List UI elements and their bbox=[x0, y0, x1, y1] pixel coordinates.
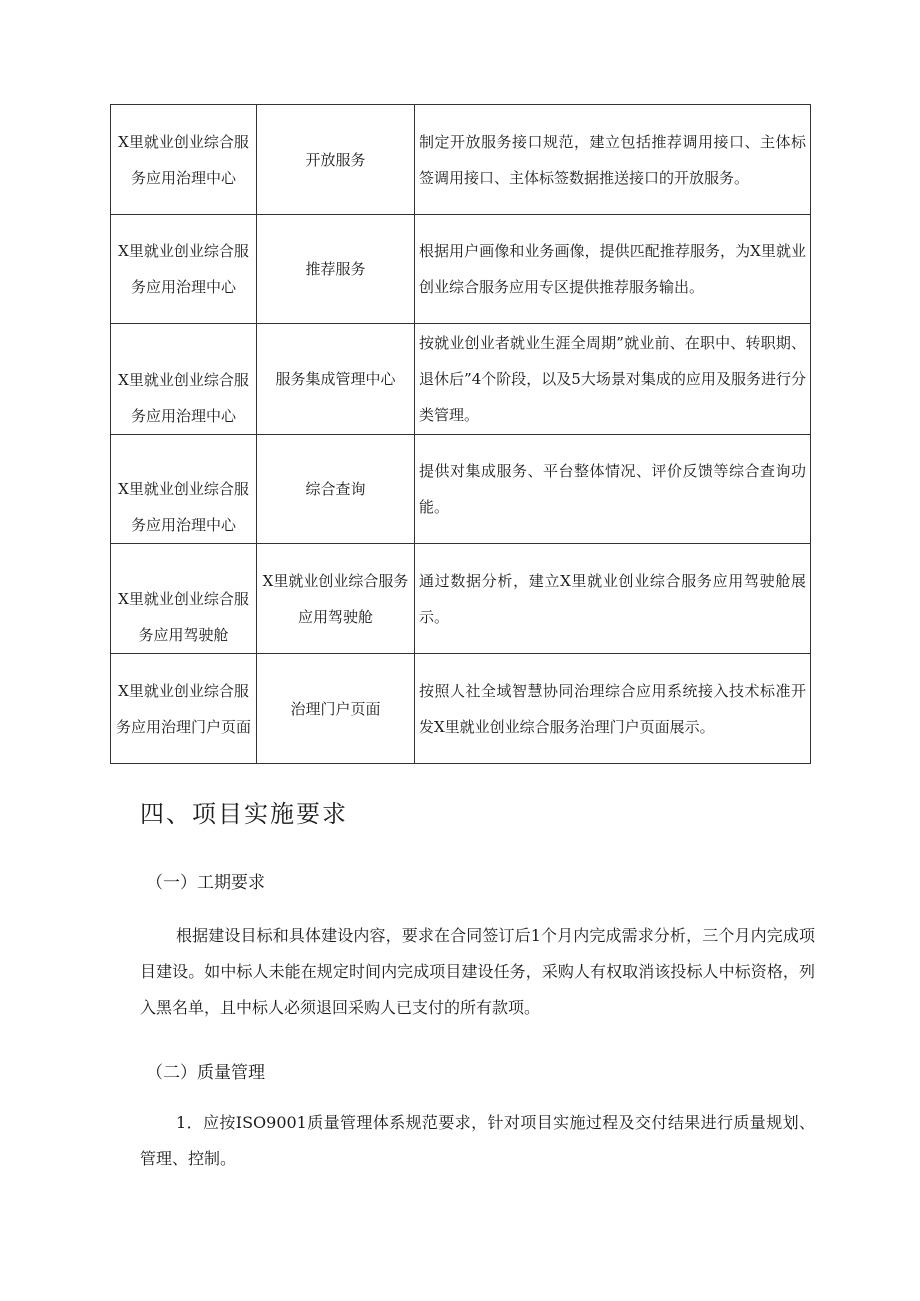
description-cell: 按照人社全域智慧协同治理综合应用系统接入技术标准开发X里就业创业综合服务治理门户页面展示。 bbox=[415, 654, 811, 764]
description-cell: 制定开放服务接口规范，建立包括推荐调用接口、主体标签调用接口、主体标签数据推送接口的开放服务。 bbox=[415, 105, 811, 215]
description-cell: 提供对集成服务、平台整体情况、评价反馈等综合查询功能。 bbox=[415, 435, 811, 544]
item-cell: X里就业创业综合服务应用驾驶舱 bbox=[257, 544, 415, 654]
description-cell: 按就业创业者就业生涯全周期”就业前、在职中、转职期、退休后”4个阶段，以及5大场景对集成的应用及服务进行分类管理。 bbox=[415, 324, 811, 435]
quality-heading: （二）质量管理 bbox=[146, 1063, 265, 1083]
item-cell: 开放服务 bbox=[257, 105, 415, 215]
module-cell: X里就业创业综合服务应用治理中心 bbox=[111, 105, 257, 215]
schedule-paragraph: 根据建设目标和具体建设内容，要求在合同签订后1个月内完成需求分析，三个月内完成项目建设。如中标人未能在规定时间内完成项目建设任务，采购人有权取消该投标人中标资格，列入黑名单，且中标人必须退回采购人已支付的所有款项。 bbox=[140, 926, 815, 1017]
table-row bbox=[111, 215, 811, 324]
service-spec-table bbox=[110, 104, 811, 764]
quality-item-1: 1．应按ISO9001质量管理体系规范要求，针对项目实施过程及交付结果进行质量规划、管理、控制。 bbox=[140, 1113, 815, 1168]
table-row bbox=[111, 324, 811, 435]
table-row bbox=[111, 544, 811, 654]
module-cell: X里就业创业综合服务应用治理门户页面 bbox=[111, 654, 257, 764]
item-cell: 推荐服务 bbox=[257, 215, 415, 324]
description-cell: 通过数据分析，建立X里就业创业综合服务应用驾驶舱展示。 bbox=[415, 544, 811, 654]
table-row bbox=[111, 654, 811, 764]
module-cell: X里就业创业综合服务应用治理中心 bbox=[111, 324, 257, 435]
module-cell: X里就业创业综合服务应用治理中心 bbox=[111, 435, 257, 544]
table-row bbox=[111, 105, 811, 215]
item-cell: 综合查询 bbox=[257, 435, 415, 544]
schedule-heading: （一）工期要求 bbox=[146, 873, 265, 893]
item-cell: 治理门户页面 bbox=[257, 654, 415, 764]
description-cell: 根据用户画像和业务画像，提供匹配推荐服务，为X里就业创业综合服务应用专区提供推荐服务输出。 bbox=[415, 215, 811, 324]
item-cell: 服务集成管理中心 bbox=[257, 324, 415, 435]
table-row bbox=[111, 435, 811, 544]
section-title: 四、项目实施要求 bbox=[140, 800, 348, 828]
module-cell: X里就业创业综合服务应用驾驶舱 bbox=[111, 544, 257, 654]
module-cell: X里就业创业综合服务应用治理中心 bbox=[111, 215, 257, 324]
